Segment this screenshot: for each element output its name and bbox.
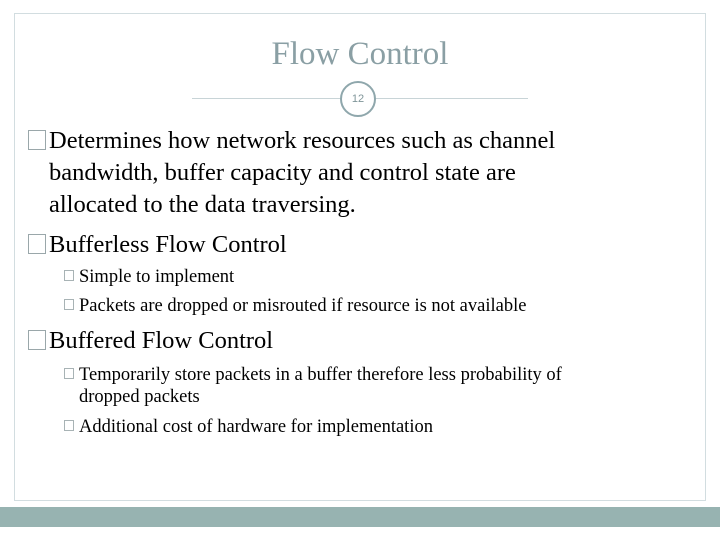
bullet-text: Buffered Flow Control: [49, 327, 274, 354]
bullet-resources: [28, 125, 555, 221]
bullet-text: Determines how network resources such as channel: [49, 127, 556, 154]
subbullet-box-icon: [64, 368, 74, 379]
subbullet-text: Additional cost of hardware for implementation: [79, 417, 433, 437]
subbullet-box-icon: [64, 420, 74, 431]
bullet-box-icon: [28, 234, 46, 254]
subbullet-temporarily: [64, 364, 562, 408]
footer-bar: [0, 507, 720, 527]
subbullet-dropped: [64, 295, 526, 317]
subbullet-box-icon: [64, 299, 74, 310]
page-number-badge: 12: [340, 81, 376, 117]
subbullet-box-icon: [64, 270, 74, 281]
subbullet-text: Temporarily store packets in a buffer therefore less probability of: [79, 365, 562, 385]
bullet-text: allocated to the data traversing.: [49, 191, 356, 218]
subbullet-text: Packets are dropped or misrouted if resource is not available: [79, 296, 527, 316]
bullet-box-icon: [28, 330, 46, 350]
subbullet-cost: [64, 416, 433, 438]
subbullet-text: dropped packets: [79, 387, 200, 407]
bullet-buffered: [28, 325, 273, 357]
bullet-text: bandwidth, buffer capacity and control state are: [49, 159, 516, 186]
subbullet-text: Simple to implement: [79, 267, 235, 287]
bullet-box-icon: [28, 130, 46, 150]
bullet-bufferless: [28, 229, 287, 261]
bullet-text: Bufferless Flow Control: [49, 231, 287, 258]
slide-title: Flow Control: [271, 36, 449, 72]
subbullet-simple: [64, 266, 234, 288]
